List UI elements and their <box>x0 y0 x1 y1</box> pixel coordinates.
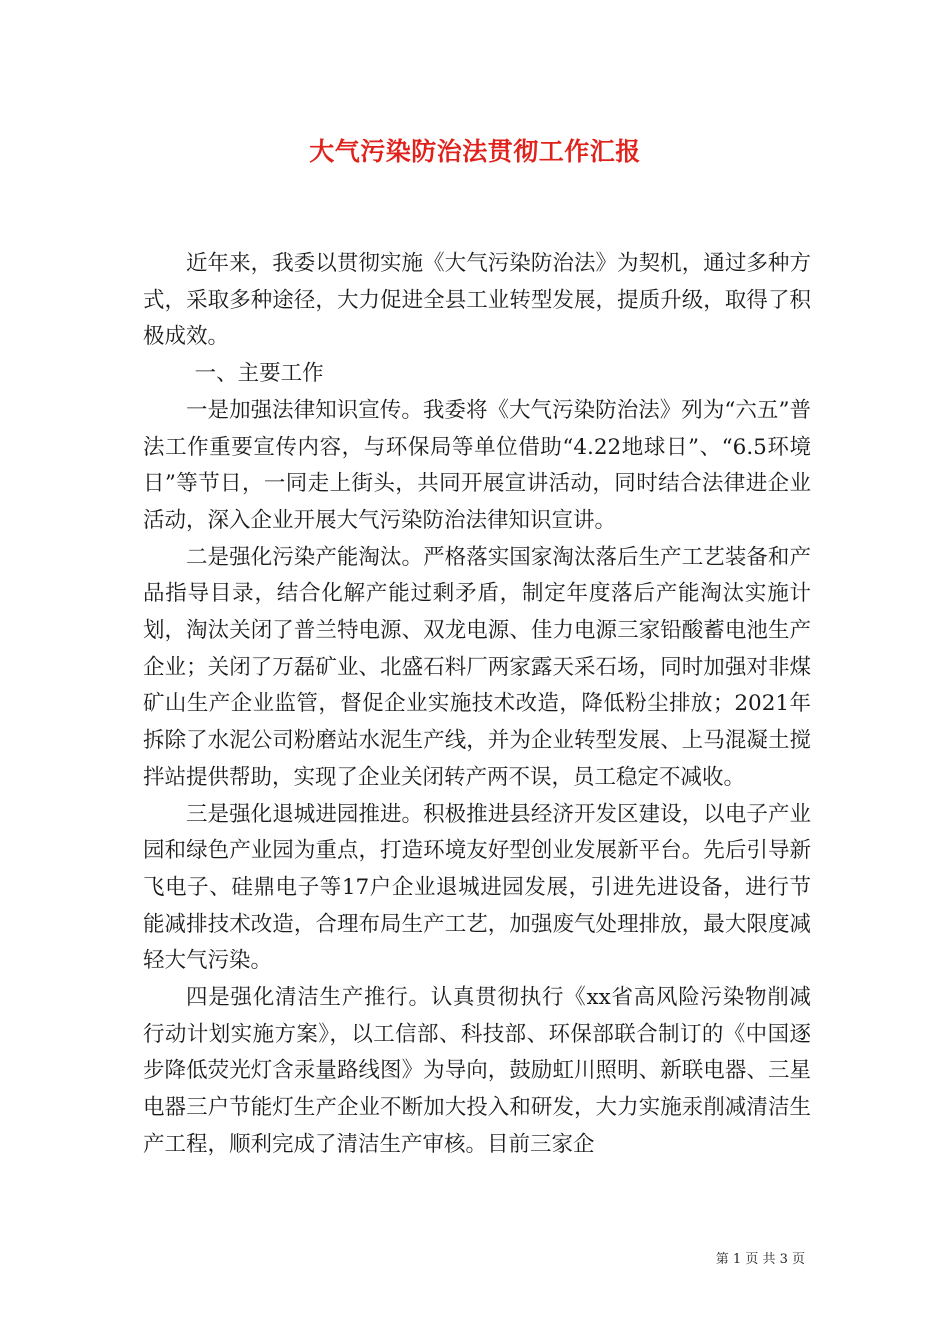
paragraph-3: 三是强化退城进园推进。积极推进县经济开发区建设，以电子产业园和绿色产业园为重点，打造环境友好型创业发展新平台。先后引导新飞电子、硅鼎电子等17户企业退城进园发展，引进先进设备，进行节能减排技术改造，合理布局生产工艺，加强废气处理排放，最大限度减轻大气污染。 <box>143 801 811 974</box>
paragraph-4: 四是强化清洁生产推行。认真贯彻执行《xx省高风险污染物削减行动计划实施方案》，以工信部、科技部、环保部联合制订的《中国逐步降低荧光灯含汞量路线图》为导向，鼓励虹川照明、新联电器、三星电器三户节能灯生产企业不断加大投入和研发，大力实施汞削减清洁生产工程，顺利完成了清洁生产审核。目前三家企 <box>143 985 811 1157</box>
page-number: 第 1 页 共 3 页 <box>715 1252 805 1267</box>
paragraph-intro: 近年来，我委以贯彻实施《大气污染防治法》为契机，通过多种方式，采取多种途径，大力促进全县工业转型发展，提质升级，取得了积极成效。 <box>143 251 811 350</box>
section-heading: 一、主要工作 <box>194 361 324 387</box>
document-body <box>143 246 811 1164</box>
document-title: 大气污染防治法贯彻工作汇报 <box>309 137 641 166</box>
paragraph-2: 二是强化污染产能淘汰。严格落实国家淘汰落后生产工艺装备和产品指导目录，结合化解产能过剩矛盾，制定年度落后产能淘汰实施计划，淘汰关闭了普兰特电源、双龙电源、佳力电源三家铅酸蓄电池生产企业；关闭了万磊矿业、北盛石料厂两家露天采石场，同时加强对非煤矿山生产企业监管，督促企业实施技术改造，降低粉尘排放；2021年拆除了水泥公司粉磨站水泥生产线，并为企业转型发展、上马混凝土搅拌站提供帮助，实现了企业关闭转产两不误，员工稳定不减收。 <box>143 544 811 790</box>
paragraph-1: 一是加强法律知识宣传。我委将《大气污染防治法》列为“六五”普法工作重要宣传内容，与环保局等单位借助“4.22地球日”、“6.5环境日”等节日，一同走上街头，共同开展宣讲活动，同时结合法律进企业活动，深入企业开展大气污染防治法律知识宣讲。 <box>143 397 811 533</box>
